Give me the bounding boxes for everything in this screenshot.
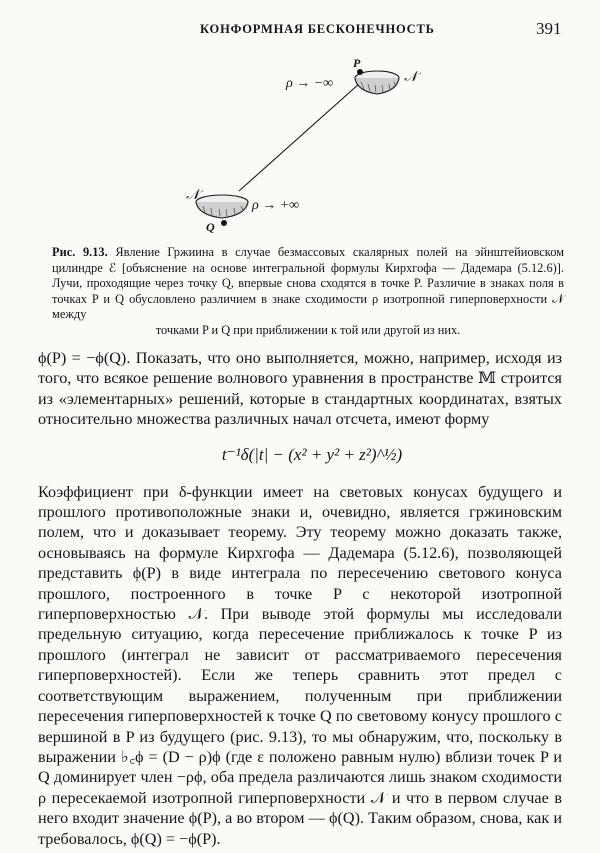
display-formula: t⁻¹δ(|t| − (x² + y² + z²)^½) xyxy=(221,444,403,464)
paragraph-2: Коэффициент при δ-функции имеет на световых конусах будущего и прошлого противоположные знаки и, очевидно, является гржиновским полем, что и доказывает теорему. Эту теорему можно доказать также, основываясь на формуле Кирхгофа — Дадемара (5.12.6), позволяющей представить ϕ(P) в виде интеграла по пересечению светового конуса прошлого, построенного в точке P с некоторой изотропной гиперповерхностью 𝒩. При выводе этой формулы мы исследовали предельную ситуацию, когда пересечение приближалось к точке P из прошлого (интеграл не зависит от рассматриваемого пересечения гиперповерхностей). Если же теперь сравнить этот предел с соответствующим выражением, полученным при приближении пересечения гиперповерхностей к точке Q по световому конусу прошлого с вершиной в P из будущего (рис. 9.13), то мы обнаружим, что, поскольку в выражении ♭꜀ϕ = (D − ρ)ϕ (где ε положено равным нулю) вблизи точек P и Q доминирует член −ρϕ, оба предела различаются лишь знаком сходимости ρ пересекаемой изотропной гиперповерхности 𝒩 и что в первом случае в него входит значение ϕ(P), а во втором — ϕ(Q). Таким образом, снова, как и требовалось, ϕ(Q) = −ϕ(P). xyxy=(38,482,562,848)
paragraph-1: ϕ(P) = −ϕ(Q). Показать, что оно выполняется, можно, например, исходя из того, что всякое решение волнового уравнения в пространстве 𝕄 строится из «элементарных» решений, которые в стандартных координатах, взятых относительно множества различных начал отсчета, имеют форму xyxy=(38,349,562,429)
label-p: P xyxy=(353,56,361,70)
top-disk xyxy=(355,69,399,94)
label-n-top: 𝒩 xyxy=(404,70,418,85)
light-ray xyxy=(239,83,360,191)
caption-last-line: точками P и Q при приближении к той или другой из них. xyxy=(155,322,461,337)
page-header xyxy=(0,19,600,42)
page-number: 391 xyxy=(536,19,562,38)
figure-caption xyxy=(52,245,564,339)
figure-9-13 xyxy=(160,58,460,240)
running-title: КОНФОРМНАЯ БЕСКОНЕЧНОСТЬ xyxy=(200,22,435,36)
main-text xyxy=(38,348,562,849)
caption-text: Явление Гржиина в случае безмассовых скалярных полей на эйнштейиовском цилиндре ℰ [объяснение на основе интегральной формулы Кирхгофа — Дадемара (5.12.6)]. Лучи, проходящие через точку Q, впервые снова сходятся в точке P. Различие в знаках поля в точках P и Q обусловлено различием в знаке сходимости ρ изотропной гиперповерхности 𝒩 между xyxy=(52,245,564,322)
bottom-disk xyxy=(196,195,248,226)
label-rho-plus-infinity: ρ → +∞ xyxy=(252,198,300,213)
point-q xyxy=(221,220,227,226)
label-q: Q xyxy=(206,220,215,234)
label-n-bottom: 𝒩 xyxy=(186,188,200,203)
label-rho-minus-infinity: ρ → −∞ xyxy=(286,76,334,91)
caption-number: Рис. 9.13. xyxy=(52,245,108,259)
